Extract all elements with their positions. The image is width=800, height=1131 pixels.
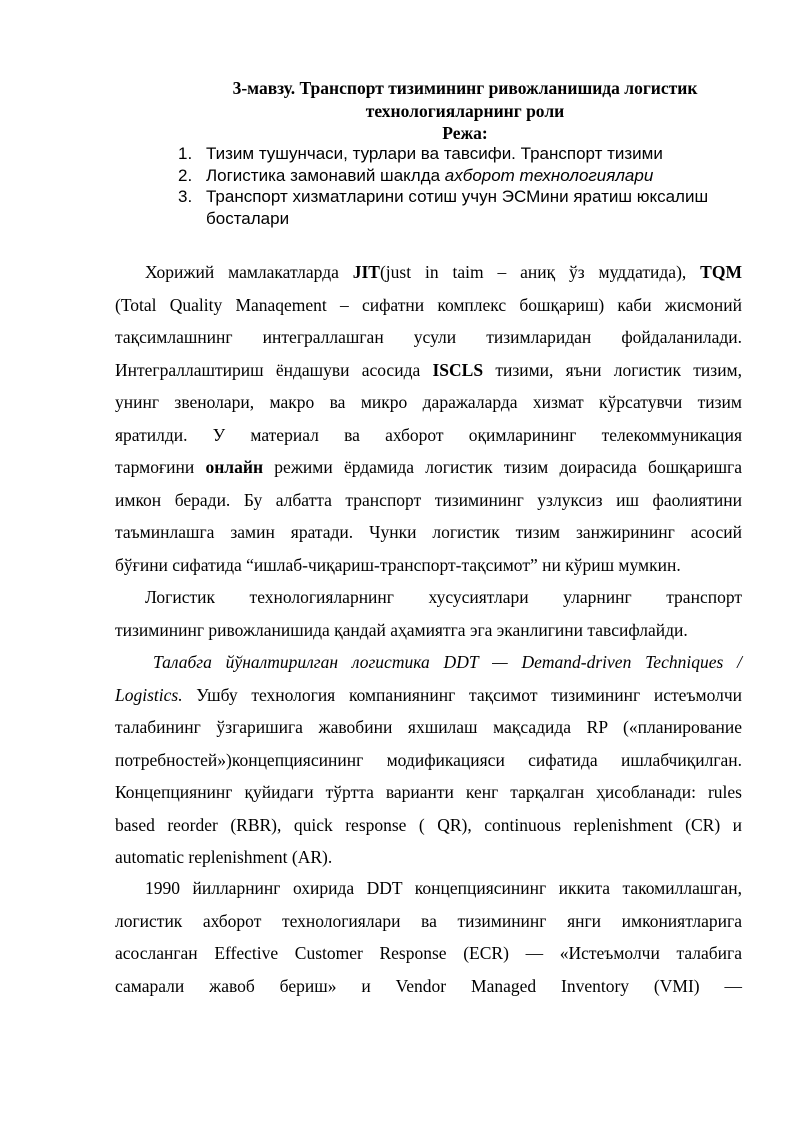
text-line: (Total Quality Manaqement – сифатни комплекс бошқариш) каби жисмоний <box>115 294 742 315</box>
text-line: 1990 йилларнинг охирида DDT концепциясининг иккита такомиллашган, <box>145 878 742 898</box>
text-line: асосланган Effective Customer Response (ECR) — «Истеъмолчи талабига <box>115 943 742 963</box>
plan-item-text: Логистика замонавий шаклда <box>206 165 445 185</box>
plan-item-text: Транспорт хизматларини сотиш учун ЭСМини яратиш юксалиш <box>206 187 709 206</box>
plan-item-number: 3. <box>178 187 193 206</box>
paragraph-4 <box>115 872 742 1002</box>
paragraph-3 <box>115 646 742 874</box>
text-line: тармоғини онлайн режими ёрдамида логистик тизим доирасида бошқаришга <box>115 457 742 477</box>
text-line: имкон беради. Бу албатта транспорт тизимининг узлуксиз иш фаолиятини <box>115 489 742 510</box>
plan-list <box>178 143 738 229</box>
text-line: Талабга йўналтирилган логистика DDT — Demand-driven Techniques / <box>153 652 742 672</box>
text-line: тақсимлашнинг интеграллашган усули тизимларидан фойдаланилади. <box>115 327 742 347</box>
text-line: Хорижий мамлакатларда JIT(just in taim – аниқ ўз муддатида), TQM <box>145 262 742 282</box>
text-line: потребностей»)концепциясининг модификацияси сифатида ишлабчиқилган. <box>115 749 742 770</box>
text-line: логистик ахборот технологиялари ва тизимининг янги имкониятларига <box>115 910 742 931</box>
text-line: Логистик технологияларнинг хусусиятлари уларнинг транспорт <box>145 587 742 607</box>
text-line: бўғини сифатида “ишлаб-чиқариш-транспорт-тақсимот” ни кўриш мумкин. <box>115 554 681 575</box>
plan-item-text: босталари <box>206 208 290 228</box>
plan-item <box>178 165 738 187</box>
text-line: таъминлашга замин яратади. Чунки логистик тизим занжирининг асосий <box>115 522 742 542</box>
text-line: талабининг ўзгаришига жавобини яхшилаш мақсадида RP («планирование <box>115 717 742 737</box>
document-title-line-1: 3-мавзу. Транспорт тизимининг ривожланишида логистик <box>232 78 698 98</box>
plan-item <box>178 143 738 165</box>
plan-item-number: 2. <box>178 165 193 185</box>
text-line: Logistics. Ушбу технология компаниянинг тақсимот тизимининг истеъмолчи <box>115 684 742 705</box>
text-line: automatic replenishment (AR). <box>115 847 333 867</box>
text-line: самарали жавоб бериш» и Vendor Managed Inventory (VMI) — <box>115 975 742 996</box>
plan-item-text: Тизим тушунчаси, турлари ва тавсифи. Транспорт тизими <box>206 144 663 163</box>
plan-item <box>178 186 738 229</box>
plan-item-number: 1. <box>178 144 193 163</box>
paragraph-1 <box>115 256 742 581</box>
paragraph-2 <box>115 581 742 646</box>
text-line: Концепциянинг қуйидаги тўртта варианти кенг тарқалган ҳисобланади: rules <box>115 782 742 802</box>
text-line: яратилди. У материал ва ахборот оқимларининг телекоммуникация <box>115 424 742 445</box>
document-title-line-2: технологияларнинг роли <box>365 101 565 121</box>
plan-item-text-italic: ахборот технологиялари <box>444 165 654 185</box>
text-line: Интеграллаштириш ёндашуви асосида ISCLS тизими, яъни логистик тизим, <box>115 359 743 380</box>
plan-heading: Режа: <box>442 123 488 143</box>
text-line: based reorder (RBR), quick response ( QR), continuous replenishment (CR) и <box>115 814 742 835</box>
text-line: тизимининг ривожланишида қандай аҳамиятга эга эканлигини тавсифлайди. <box>115 619 688 640</box>
text-line: унинг звенолари, макро ва микро даражаларда хизмат кўрсатувчи тизим <box>115 392 742 412</box>
